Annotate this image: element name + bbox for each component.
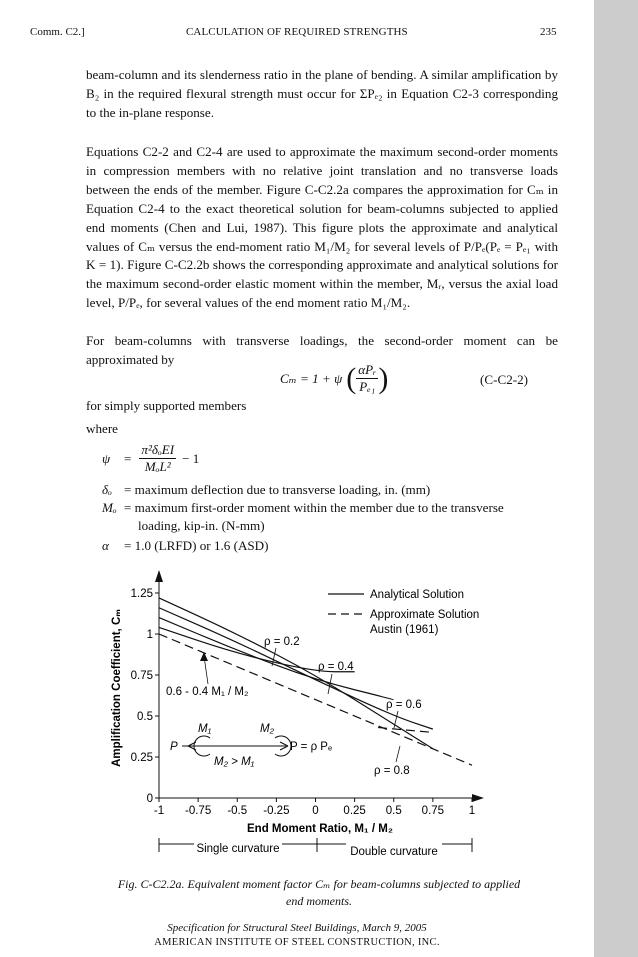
double-curvature-label: Double curvature [350, 846, 438, 858]
curvature-brackets [159, 838, 472, 858]
sketch-m1: M₁ [198, 723, 212, 735]
sketch-p-left: P [170, 741, 178, 753]
equation-tag: (C-C2-2) [480, 372, 529, 387]
equation-numerator: αPᵣ [358, 362, 377, 377]
y-tick-label: 0 [146, 793, 153, 805]
x-tick-label: 0.75 [421, 805, 445, 817]
page-number: 235 [540, 26, 557, 38]
y-tick-label: 0.25 [130, 752, 153, 764]
delta-symbol: δₒ [102, 482, 112, 497]
sketch-m2: M₂ [260, 723, 274, 735]
y-tick-label: 1 [146, 629, 153, 641]
caption-line2: end moments. [286, 894, 352, 908]
footer-aisc: AMERICAN INSTITUTE OF STEEL CONSTRUCTION, INC. [154, 937, 440, 948]
y-tick-label: 0.75 [130, 670, 153, 682]
scroll-gutter [594, 0, 638, 957]
x-ticks [154, 798, 475, 817]
single-curvature-label: Single curvature [196, 843, 280, 855]
x-axis-label: End Moment Ratio, M₁ / M₂ [247, 823, 393, 835]
chart-legend [328, 589, 479, 636]
psi-tail: − 1 [182, 450, 200, 466]
alpha-definition: = 1.0 (LRFD) or 1.6 (ASD) [124, 538, 269, 553]
alpha-symbol: α [102, 538, 109, 553]
footer-spec: Specification for Structural Steel Buildings, March 9, 2005 [167, 922, 427, 934]
simply-supported-text: for simply supported members [86, 398, 247, 413]
psi-definition: ψ = π²δₒEI MₒL² − 1 [102, 442, 200, 474]
x-tick-label: -0.25 [263, 805, 290, 817]
beam-column-sketch [170, 723, 332, 768]
y-tick-label: 1.25 [130, 588, 153, 600]
where-text: where [86, 421, 118, 436]
sketch-p-right: P = ρ Pₑ [290, 741, 333, 753]
mo-definition-line1: = maximum first-order moment within the member due to the transverse [124, 500, 504, 515]
label-rho-04: ρ = 0.4 [318, 661, 354, 673]
label-approx-formula: 0.6 - 0.4 M₁ / M₂ [166, 686, 249, 698]
x-tick-label: -0.5 [227, 805, 248, 817]
x-tick-label: 0.25 [343, 805, 366, 817]
figure-cm-chart [100, 560, 500, 870]
psi-denominator: MₒL² [144, 459, 171, 474]
y-axis-arrow [155, 570, 163, 582]
leader-approx-arrow [200, 652, 208, 661]
equation-c-c2-2: Cₘ = 1 + ψ ( αPᵣ Pₑ₁ ) [280, 361, 389, 395]
label-rho-06: ρ = 0.6 [386, 699, 422, 711]
mo-symbol: Mₒ [102, 500, 117, 515]
label-rho-08: ρ = 0.8 [374, 765, 410, 777]
x-tick-label: 1 [468, 805, 476, 817]
psi-numerator: π²δₒEI [141, 442, 175, 457]
delta-definition: = maximum deflection due to transverse loading, in. (mm) [124, 482, 431, 497]
paragraph-1: beam-column and its slenderness ratio in the plane of bending. A similar amplification by B₂ in the required flexural strength must occur for ΣPₑ₂ in Equation C2-3 corresponding to the in-plane response. [86, 67, 558, 120]
x-tick-label: 0 [312, 805, 319, 817]
psi-symbol: ψ [102, 450, 111, 466]
equation-denominator: Pₑ₁ [359, 379, 376, 394]
y-tick-label: 0.5 [137, 711, 153, 723]
x-tick-label: -1 [153, 805, 165, 817]
paragraph-3: For beam-columns with transverse loadings, the second-order moment can be approximated by [86, 333, 558, 367]
x-tick-label: 0.5 [385, 805, 402, 817]
equation-lhs: Cₘ = 1 + ψ [280, 370, 343, 386]
legend-approximate-1: Approximate Solution [370, 609, 480, 621]
paragraph-2: Equations C2-2 and C2-4 are used to approximate the maximum second-order moments in compression members with no relative joint translation and no transverse loads between the ends of the member. Figure C-C2.2a compares the approximation for Cₘ in Equation C2-4 to the exact theoretical solution for beam-columns subjected to applied end moments (Chen and Lui, 1987). This figure plots the approximate and analytical values of Cₘ versus the end-moment ratio M₁/M₂ for several levels of P/Pₑ(Pₑ = Pₑ₁ with K = 1). Figure C-C2.2b shows the corresponding approximate and analytical solutions for the maximum second-order elastic moment within the member, Mᵣ, versus the axial load level, P/Pₑ, for several values of the end moment ratio M₁/M₂. [86, 144, 558, 311]
label-rho-02: ρ = 0.2 [264, 636, 300, 648]
leader-rho-02 [272, 648, 276, 666]
x-tick-label: -0.75 [185, 805, 212, 817]
figure-caption [64, 876, 574, 910]
legend-analytical: Analytical Solution [370, 589, 464, 601]
sketch-m2-gt-m1: M₂ > M₁ [214, 756, 255, 768]
running-header-left: Comm. C2.] [30, 26, 85, 38]
y-axis-label: Amplification Coefficient, Cₘ [111, 609, 123, 767]
caption-line1: Fig. C-C2.2a. Equivalent moment factor Cₘ for beam-columns subjected to applied [117, 877, 521, 891]
mo-definition-line2: loading, kip-in. (N-mm) [138, 518, 265, 533]
y-ticks [131, 588, 159, 805]
leader-rho-08 [396, 746, 400, 762]
legend-approximate-2: Austin (1961) [370, 624, 439, 636]
x-axis-arrow [472, 794, 484, 802]
running-header-title: CALCULATION OF REQUIRED STRENGTHS [186, 26, 408, 38]
